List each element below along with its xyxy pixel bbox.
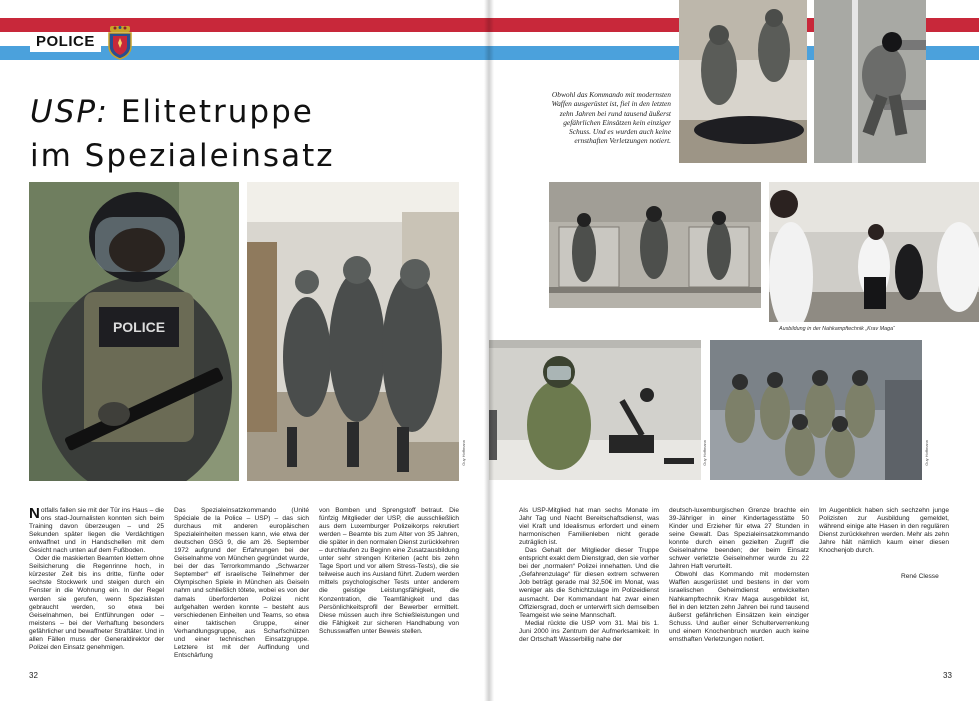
left-page <box>0 0 489 701</box>
photo-bomb-suit <box>489 340 701 480</box>
page-number-right: 33 <box>943 671 952 680</box>
paragraph: Obwohl das Kommando mit modernsten Waffen ausgerüstet und bestens in der vom israelischen Geheimdienst entwickelten Nahkampftechnik Krav Maga ausgebildet ist, fiel in den letzten zehn Jahren bei rund tausend äußerst gefährlichen Einsätzen kein einziger Schuss. Und außer einer Schulterverrenkung und einem Knochenbruch wurden auch keine ernsthaften Verletzungen notiert. <box>669 571 809 643</box>
photo-krav-maga <box>769 182 979 322</box>
paragraph: Das Spezialeinsatzkommando (Unité Spéciale de la Police – USP) – das sich durchaus mit anderen europäischen Spezialeinheiten messen kann, wie etwa der deutschen GSG 9, die am 26. September 1972 aufgrund der Erfahrungen bei der Geiselnahme von München gegründet wurde, bei der das Terrorkommando „Schwarzer September“ elf israelische Teilnehmer der Olympischen Spiele in München als Geiseln nahm und schließlich tötete, wobei es von der damals überforderten Polizei nicht aufgehalten werden konnte – besteht aus verschiedenen Einheiten und Teams, so etwa einer taktischen Gruppe, einer Verhandlungsgruppe, aus Scharfschützen und einer technischen Einsatzgruppe. Letztere ist mit der Auffindung und Entschärfung <box>174 507 309 659</box>
paragraph: Als USP-Mitglied hat man sechs Monate im Jahr Tag und Nacht Bereitschaftsdienst, was viel Kraft und Idealismus erfordert und einem harmonischen Familienleben nicht gerade zuträglich ist. <box>519 507 659 547</box>
article-column-2 <box>174 507 309 660</box>
paragraph: Oder die maskierten Beamten klettern ohne Seilsicherung die Regenrinne hoch, in kürzester Zeit bis ins dritte, fünfte oder sechste Stockwerk und steigen durch ein Fenster in die Wohnung ein. In der Regel werden sie gerufen, wenn Spezialisten gebraucht werden, so etwa bei Geiselnahmen, bei Entführungen oder – meistens – bei der Verhaftung besonders gefährlicher und bewaffneter Straftäter. Und in allen Fällen muss der Generaldirektor der Polizei den Einsatz genehmigen. <box>29 555 164 651</box>
svg-text:POLICE: POLICE <box>112 319 166 335</box>
paragraph: otfalls fallen sie mit der Tür ins Haus – die ons stad-Journalisten konnten sich beim Training davon überzeugen – und 25 Sekunden später liegen die Verdächtigen entwaffnet und in Handschellen mit dem Gesicht nach unten auf dem Fußboden. <box>29 507 164 555</box>
paragraph: Im Augenblick haben sich sechzehn junge Polizisten zur Ausbildung gemeldet, während einige alte Hasen in den regulären Dienst zurückkehren werden. Mehr als zehn Jahre hält nämlich kaum einer diesen Knochenjob durch. <box>819 507 949 555</box>
pull-quote: Obwohl das Kommando mit modernsten Waffen ausgerüstet ist, fiel in den letzten zehn Jahren bei rund tausend äußerst gefährlichen Einsätzen kein einziger Schuss. Und es wurden auch keine ernsthaften Verletzungen notiert. <box>551 90 671 146</box>
police-crest-icon <box>104 24 136 60</box>
article-column-4 <box>519 507 659 644</box>
article-column-5 <box>669 507 809 644</box>
paragraph: deutsch-luxemburgischen Grenze brachte ein 39-Jähriger in einer Kindertagesstätte 50 Kinder und Erzieher für etwa 27 Stunden in seine Gewalt. Das Spezialeinsatzkommando konnte durch einen gezielten Zugriff die Geiselnahme beenden; der beim Einsatz schwer verletzte Geiselnehmer wurde zu 22 Jahren Haft verurteilt. <box>669 507 809 571</box>
photo-team-entry <box>247 182 459 481</box>
page-number-left: 32 <box>29 671 38 680</box>
photo-credit: Guy Hoffmann <box>702 440 707 466</box>
photo-group <box>710 340 922 480</box>
paragraph: Medial rückte die USP vom 31. Mai bis 1. Juni 2000 ins Zentrum der Aufmerksamkeit: In der Ortschaft Wasserbillig nahe der <box>519 619 659 643</box>
photo-caption: Ausbildung in der Nahkampftechnik „Krav Maga“ <box>779 326 895 332</box>
title-line2: im Spezialeinsatz <box>30 138 335 174</box>
photo-credit: Guy Hoffmann <box>924 440 929 466</box>
photo-rope-climb <box>814 0 926 163</box>
article-column-3 <box>319 507 459 636</box>
spine-shadow <box>484 0 494 701</box>
author: René Clesse <box>901 573 939 580</box>
article-title <box>30 90 470 178</box>
title-line1: Elitetruppe <box>108 94 314 130</box>
title-italic: USP: <box>30 94 109 130</box>
right-page <box>489 0 979 701</box>
photo-helmeted-officer <box>29 182 239 481</box>
photo-facade-climb <box>549 182 761 308</box>
dropcap: N <box>29 505 40 522</box>
section-label: POLICE <box>30 32 101 52</box>
article-column-6 <box>819 507 949 555</box>
photo-credit: Guy Hoffmann <box>461 440 466 466</box>
paragraph: Das Gehalt der Mitglieder dieser Truppe entspricht exakt dem Dienstgrad, den sie vorher bei der „normalen“ Polizei innehatten. Und die „Gefahrenzulage“ für diesen extrem schweren Job beträgt gerade mal 32,50€ im Monat, was weniger als die Schichtzulage im Polizeidienst ausmacht. Der Kommandant hat zwar einen Offiziersgrad, doch er unterwirft sich demselben Teamgeist wie seine Mannschaft. <box>519 547 660 619</box>
article-column-1 <box>29 507 164 652</box>
photo-arrest <box>679 0 807 163</box>
paragraph: von Bomben und Sprengstoff betraut. Die fünfzig Mitglieder der USP, die ausschließlich aus dem Luxemburger Polizeikorps rekrutiert werden – Beamte bis zum Alter von 35 Jahren, die später in den normalen Dienst zurückkehren – durchlaufen zu Beginn eine Zusatzausbildung unter sehr strengen Kriterien (acht bis zehn Tage Sport und vor allem Stress-Tests), die sie teilweise auch ins Ausland führt. Zudem werden mittels psychologischer Tests unter anderem die geistige Leistungsfähigkeit, die Konzentration, die Teamfähigkeit und das Persönlichkeitsprofil der Bewerber ermittelt. Diese müssen auch ihre Schießleistungen und die Fähigkeit zur sicheren Handhabung von Schusswaffen unter Beweis stellen. <box>319 507 460 635</box>
